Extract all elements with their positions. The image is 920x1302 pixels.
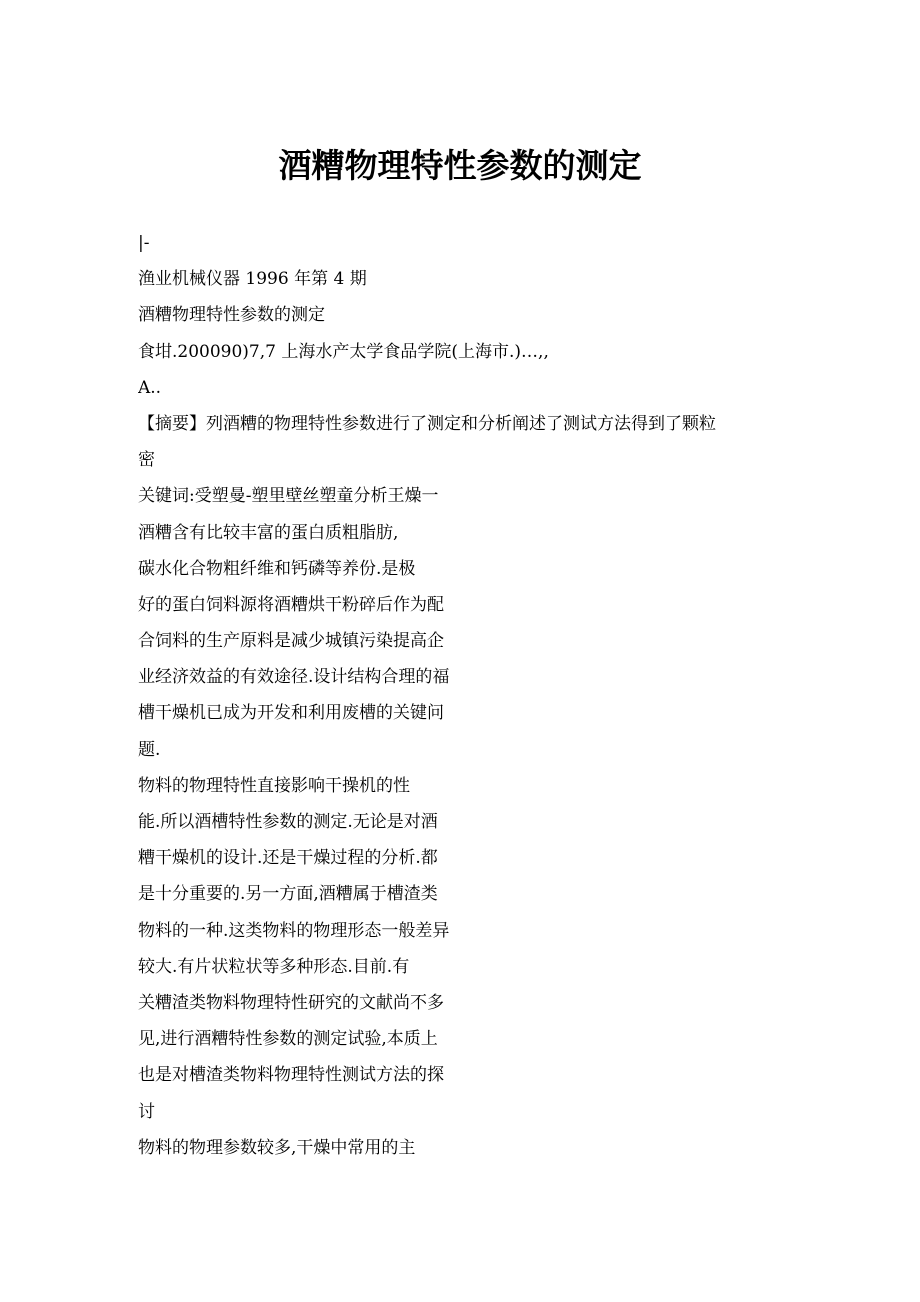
text-line: 槽干燥机已成为开发和利用废槽的关键问 — [138, 703, 444, 724]
text-line: 业经济效益的有效途径.设计结构合理的福 — [138, 667, 450, 688]
document-title: 酒糟物理特性参数的测定 — [278, 146, 642, 185]
text-line: 酒糟物理特性参数的测定 — [138, 305, 325, 326]
text-line: 较大.有片状粒状等多种形态.目前.有 — [138, 956, 410, 977]
document-body — [138, 225, 798, 1166]
text-line: 碳水化合物粗纤维和钙磷等养份.是极 — [138, 558, 416, 579]
text-line: 渔业机械仪器 1996 年第 4 期 — [138, 269, 367, 290]
text-line: 酒糟含有比较丰富的蛋白质粗脂肪, — [138, 522, 399, 543]
text-line: 关糟渣类物料物理特性研究的文献尚不多 — [138, 992, 444, 1013]
text-line: 食坩.200090)7,7 上海水产太学食品学院(上海市.)…,, — [138, 341, 549, 362]
text-line: A.. — [138, 377, 162, 398]
text-line: 糟干燥机的设计.还是干燥过程的分析.都 — [138, 848, 438, 869]
text-line: 密 — [138, 450, 155, 471]
text-line: 物料的一种.这类物料的物理形态一般差异 — [138, 920, 450, 941]
text-line: 【摘要】列酒糟的物理特性参数进行了测定和分析阐述了测试方法得到了颗粒 — [138, 413, 716, 434]
text-line: 物料的物理参数较多,干燥中常用的主 — [138, 1137, 416, 1158]
text-line: 合饲料的生产原料是减少城镇污染提高企 — [138, 631, 444, 652]
text-line: 也是对槽渣类物料物理特性测试方法的探 — [138, 1065, 444, 1086]
text-line: 物料的物理特性直接影响干操机的性 — [138, 775, 410, 796]
text-line: 是十分重要的.另一方面,酒糟属于槽渣类 — [138, 884, 438, 905]
text-line: |- — [138, 233, 150, 253]
text-line: 能.所以酒槽特性参数的测定.无论是对酒 — [138, 812, 438, 832]
text-line: 关键词:受塑曼-塑里壁丝塑童分析王燥一 — [138, 486, 439, 507]
text-line: 见,进行酒糟特性参数的测定试验,本质上 — [138, 1029, 438, 1050]
text-line: 讨 — [138, 1101, 155, 1122]
text-line: 题. — [138, 739, 161, 760]
text-line: 好的蛋白饲料源将酒糟烘干粉碎后作为配 — [138, 594, 444, 615]
